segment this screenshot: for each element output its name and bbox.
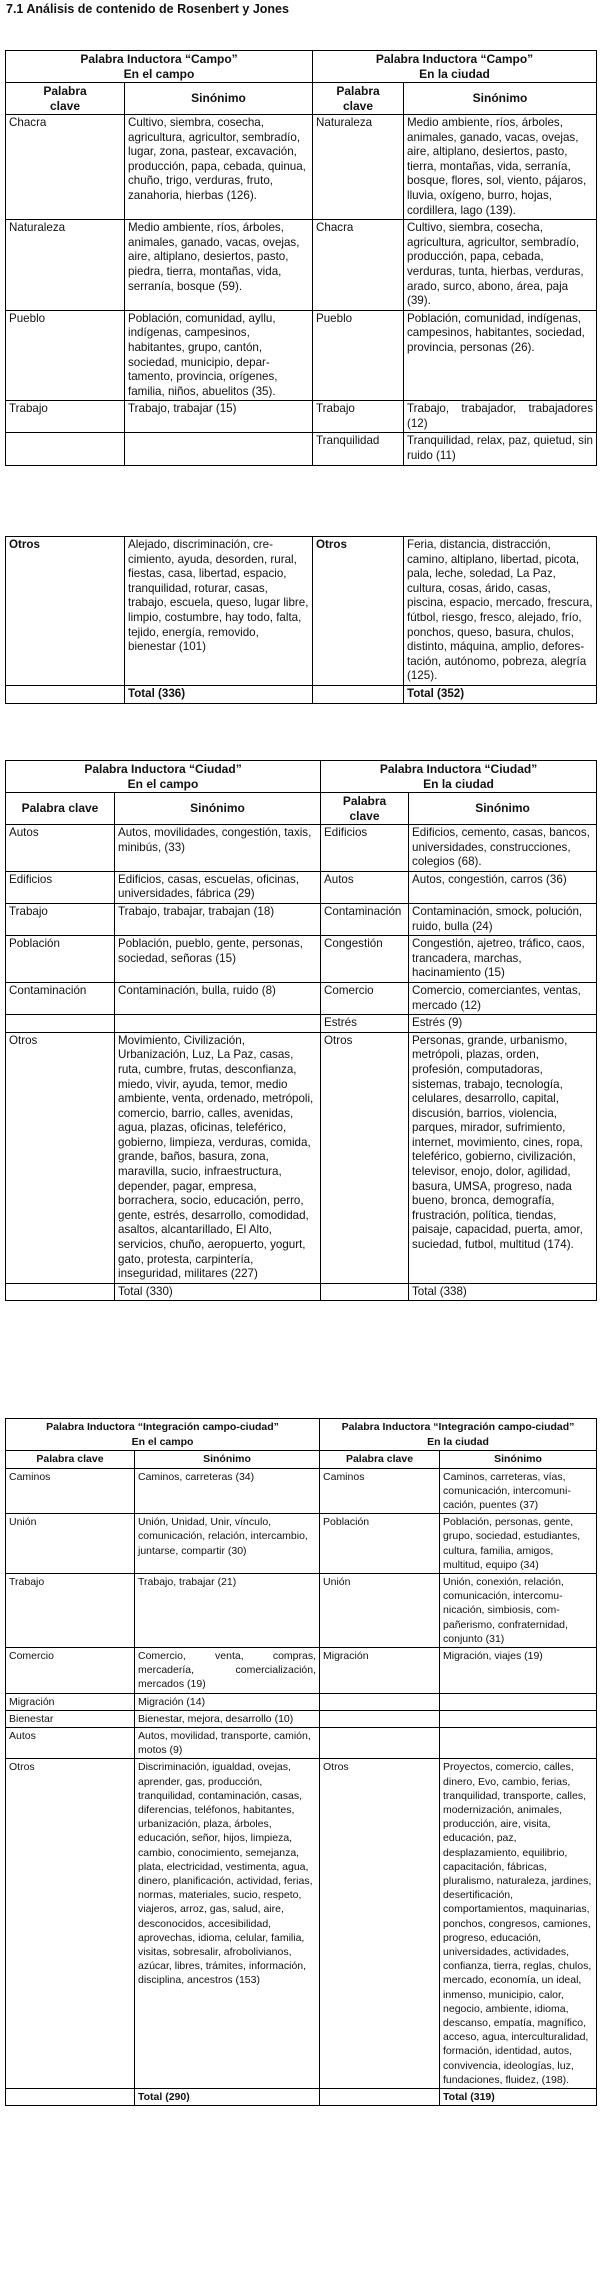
- header-left: Palabra Inductora “Integración campo-ciudad” En el campo: [6, 1419, 320, 1451]
- keyword-cell: Chacra: [313, 220, 404, 311]
- keyword-cell: Otros: [6, 1032, 115, 1283]
- keyword-cell: Autos: [6, 825, 115, 872]
- keyword-cell: Otros: [6, 1759, 135, 2089]
- synonym-cell: Edificios, cemento, casas, bancos, universidades, construcciones, colegios (68).: [409, 825, 597, 872]
- empty-cell: [6, 685, 125, 703]
- synonym-cell: Proyectos, comercio, calles, dinero, Evo, cambio, ferias, tranquilidad, transporte, calles, modernización, animales, producción, aire, visita, educación, paz, desplazamiento, equilibrio, capacitación, fábricas, pluralismo, naturaleza, jardines, desertificación, comportamientos, maquinarias, ponchos, congresos, camiones, progreso, educación, universidades, actividades, confianza, tierra, reglas, chulos, mercado, economía, un ideal, inmenso, municipio, calor, negocio, ambiente, idioma, descanso, empatía, magnífico, acceso, agua, interculturalidad, formación, identidad, autos, convivencia, ideologías, luz, fundaciones, fluidez, (198).: [440, 1759, 597, 2089]
- synonym-cell: Trabajo, trabajar, trabajan (18): [115, 903, 321, 935]
- table-row: [6, 1514, 597, 1574]
- synonym-cell: Migración, viajes (19): [440, 1647, 597, 1693]
- keyword-cell: Autos: [321, 871, 409, 903]
- keyword-cell: Migración: [320, 1647, 440, 1693]
- keyword-cell: [6, 1015, 115, 1033]
- total-left: Total (330): [115, 1283, 321, 1301]
- table-row-otros: [6, 1759, 597, 2089]
- synonym-cell: Caminos, carreteras (34): [135, 1468, 320, 1514]
- keyword-cell: Edificios: [6, 871, 115, 903]
- keyword-cell: Caminos: [320, 1468, 440, 1514]
- keyword-cell: [6, 433, 125, 465]
- synonym-cell: Población, comunidad, ayllu, indígenas, campesinos, habitantes, grupo, cantón, sociedad, municipio, departamento, provincia, orígenes, familia, niños, abuelitos (35).: [125, 310, 313, 401]
- col-palabra-clave: Palabra clave: [321, 793, 409, 825]
- synonym-cell: Congestión, ajetreo, tráfico, caos, trancadera, marchas, hacinamiento (15): [409, 936, 597, 983]
- col-sinonimo: Sinónimo: [115, 793, 321, 825]
- empty-cell: [321, 1283, 409, 1301]
- synonym-cell: Unión, Unidad, Unir, vínculo, comunicación, relación, intercambio, juntarse, compartir (30): [135, 1514, 320, 1574]
- synonym-cell: Alejado, discriminación, crecimiento, ayuda, desorden, rural, fiestas, casa, libertad, espacio, tranquilidad, roturar, casas, trabajo, escuela, queso, lugar libre, limpio, costumbre, hay todo, falta, tejido, energía, removido, bienestar (101): [125, 537, 313, 686]
- keyword-cell: [320, 1727, 440, 1758]
- col-sinonimo: Sinónimo: [135, 1451, 320, 1469]
- synonym-cell: Caminos, carreteras, vías, comunicación, intercomunicación, puentes (37): [440, 1468, 597, 1514]
- keyword-cell: Trabajo: [6, 903, 115, 935]
- keyword-cell: Otros: [320, 1759, 440, 2089]
- keyword-cell: Comercio: [6, 1647, 135, 1693]
- keyword-cell: Congestión: [321, 936, 409, 983]
- table-row: [6, 310, 597, 401]
- keyword-cell: Contaminación: [6, 982, 115, 1014]
- synonym-cell: Unión, conexión, relación, comunicación, intercomunicación, simbiosis, compañerismo, confraternidad, conjunto (31): [440, 1573, 597, 1647]
- header-right: Palabra Inductora “Integración campo-ciudad” En la ciudad: [320, 1419, 597, 1451]
- synonym-cell: Autos, movilidad, transporte, camión, motos (9): [135, 1727, 320, 1758]
- empty-cell: [6, 1283, 115, 1301]
- table-campo-otros: [5, 536, 597, 704]
- header-right: Palabra Inductora “Campo” En la ciudad: [313, 51, 597, 83]
- total-left: Total (290): [135, 2089, 320, 2106]
- keyword-cell: Naturaleza: [313, 115, 404, 220]
- keyword-cell: Contaminación: [321, 903, 409, 935]
- synonym-cell: Movimiento, Civilización, Urbanización, Luz, La Paz, casas, ruta, cumbre, frutas, desconfianza, miedo, vivir, ayuda, temor, medio ambiente, venta, ordenado, metrópoli, comercio, barrio, calles, avenidas, agua, plazas, oficinas, teleférico, gobierno, limpieza, verduras, comida, grande, baños, basura, zona, maravilla, sucio, infraestructura, depender, pagar, empresa, borrachera, socio, educación, perro, gente, estrés, desarrollo, comodidad, asaltos, alcantarillado, El Alto, servicios, chuño, aeropuerto, yogurt, gato, protesta, carpintería, inseguridad, militares (227): [115, 1032, 321, 1283]
- table-row: [6, 1468, 597, 1514]
- col-palabra-clave: Palabra clave: [313, 83, 404, 115]
- synonym-cell: Población, personas, gente, grupo, sociedad, estudiantes, cultura, familia, amigos, multitud, equipo (34): [440, 1514, 597, 1574]
- keyword-cell: Edificios: [321, 825, 409, 872]
- col-palabra-clave: Palabra clave: [6, 1451, 135, 1469]
- synonym-cell: Población, comunidad, indígenas, campesinos, habitantes, sociedad, provincia, personas (26).: [404, 310, 597, 401]
- synonym-cell: Contaminación, smock, polución, ruido, bulla (24): [409, 903, 597, 935]
- keyword-cell: Población: [320, 1514, 440, 1574]
- synonym-cell: Feria, distancia, distracción, camino, altiplano, libertad, picota, pala, leche, soledad, La Paz, cultura, cosas, árido, casas, piscina, espacio, mercado, frescura, fútbol, riesgo, fresco, alejado, frío, ponchos, queso, basura, chulos, distinto, máquina, amplio, deforestación, autónomo, pobreza, alegría (125).: [404, 537, 597, 686]
- synonym-cell: Estrés (9): [409, 1015, 597, 1033]
- table-row: [6, 115, 597, 220]
- synonym-cell: Discriminación, igualdad, ovejas, aprender, gas, producción, tranquilidad, contaminación, casas, diferencias, teléfonos, habitantes, urbanización, plaza, árboles, educación, señor, hijos, limpieza, cambio, conocimiento, semejanza, plata, electricidad, vestimenta, agua, dinero, planificación, actividad, ferias, normas, materiales, sucio, respeto, viajeros, arroz, gas, salud, aire, desconocidos, accesibilidad, aprovechas, idioma, celular, familia, visitas, sobresalir, afrobolivianos, azúcar, libres, trámites, información, disciplina, ancestros (153): [135, 1759, 320, 2089]
- header-left: Palabra Inductora “Campo” En el campo: [6, 51, 313, 83]
- synonym-cell: Comercio, comerciantes, ventas, mercado (12): [409, 982, 597, 1014]
- keyword-cell: [320, 1710, 440, 1727]
- table-row: [6, 1710, 597, 1727]
- synonym-cell: Autos, movilidades, congestión, taxis, minibús, (33): [115, 825, 321, 872]
- keyword-cell: Caminos: [6, 1468, 135, 1514]
- table-row: [6, 220, 597, 311]
- table-row: [6, 1693, 597, 1710]
- header-right: Palabra Inductora “Ciudad” En la ciudad: [321, 761, 597, 793]
- col-sinonimo: Sinónimo: [404, 83, 597, 115]
- synonym-cell: Medio ambiente, ríos, árboles, animales, ganado, vacas, ovejas, aire, altiplano, desiertos, pasto, piedra, tierra, montañas, vida, serranía, bosque (59).: [125, 220, 313, 311]
- synonym-cell: Trabajo, trabajar (15): [125, 401, 313, 433]
- synonym-cell: [440, 1693, 597, 1710]
- empty-cell: [320, 2089, 440, 2106]
- empty-cell: [313, 685, 404, 703]
- synonym-cell: Cultivo, siembra, cosecha, agricultura, agricultor, sembradío, producción, papa, cebada, verduras, tunta, hierbas, verduras, arado, surco, abono, área, paja (39).: [404, 220, 597, 311]
- synonym-cell: Medio ambiente, ríos, árboles, animales, ganado, vacas, ovejas, aire, altiplano, desiertos, pasto, tierra, montañas, vida, serranía, bosque, flores, sol, viento, pájaros, lluvia, oxígeno, burro, hojas, cordillera, lago (139).: [404, 115, 597, 220]
- keyword-cell: [320, 1693, 440, 1710]
- synonym-cell: Cultivo, siembra, cosecha, agricultura, agricultor, sembradío, lugar, zona, pastear, excavación, producción, papa, cebada, quinua, chuño, trigo, verduras, fruto, zanahoria, hierbas (126).: [125, 115, 313, 220]
- keyword-cell: Estrés: [321, 1015, 409, 1033]
- column-header-row: [6, 793, 597, 825]
- keyword-cell: Bienestar: [6, 1710, 135, 1727]
- column-header-row: [6, 1451, 597, 1469]
- synonym-cell: Migración (14): [135, 1693, 320, 1710]
- synonym-cell: Contaminación, bulla, ruido (8): [115, 982, 321, 1014]
- table-row: [6, 1727, 597, 1758]
- table-row: [6, 825, 597, 872]
- table-row: [6, 936, 597, 983]
- col-sinonimo: Sinónimo: [440, 1451, 597, 1469]
- total-row: [6, 685, 597, 703]
- keyword-cell: Comercio: [321, 982, 409, 1014]
- keyword-cell: Trabajo: [6, 1573, 135, 1647]
- table-row: [6, 1647, 597, 1693]
- section-title: 7.1 Análisis de contenido de Rosenbert y Jones: [6, 2, 289, 16]
- table-row-otros: [6, 1032, 597, 1283]
- table-campo: [5, 50, 597, 466]
- table-row: [6, 871, 597, 903]
- table-row-otros: [6, 537, 597, 686]
- col-sinonimo: Sinónimo: [125, 83, 313, 115]
- table-header-row: [6, 761, 597, 793]
- table-row: [6, 903, 597, 935]
- keyword-cell: Trabajo: [6, 401, 125, 433]
- keyword-cell: Chacra: [6, 115, 125, 220]
- keyword-cell: Otros: [321, 1032, 409, 1283]
- column-header-row: [6, 83, 597, 115]
- synonym-cell: [125, 433, 313, 465]
- synonym-cell: Población, pueblo, gente, personas, sociedad, señoras (15): [115, 936, 321, 983]
- keyword-cell: Tranquilidad: [313, 433, 404, 465]
- total-right: Total (352): [404, 685, 597, 703]
- synonym-cell: Edificios, casas, escuelas, oficinas, universidades, fábrica (29): [115, 871, 321, 903]
- table-ciudad: [5, 760, 597, 1301]
- keyword-cell: Otros: [313, 537, 404, 686]
- table-row: [6, 982, 597, 1014]
- table-row: [6, 433, 597, 465]
- synonym-cell: Trabajo, trabajar (21): [135, 1573, 320, 1647]
- keyword-cell: Naturaleza: [6, 220, 125, 311]
- header-left: Palabra Inductora “Ciudad” En el campo: [6, 761, 321, 793]
- col-palabra-clave: Palabra clave: [320, 1451, 440, 1469]
- table-row: [6, 401, 597, 433]
- total-row: [6, 1283, 597, 1301]
- keyword-cell: Población: [6, 936, 115, 983]
- synonym-cell: [440, 1727, 597, 1758]
- total-right: Total (319): [440, 2089, 597, 2106]
- col-palabra-clave: Palabra clave: [6, 83, 125, 115]
- synonym-cell: [115, 1015, 321, 1033]
- table-row: [6, 1015, 597, 1033]
- empty-cell: [6, 2089, 135, 2106]
- keyword-cell: Migración: [6, 1693, 135, 1710]
- synonym-cell: Comercio, venta, compras, mercadería, comercialización, mercados (19): [135, 1647, 320, 1693]
- synonym-cell: Tranquilidad, relax, paz, quietud, sin ruido (11): [404, 433, 597, 465]
- synonym-cell: Personas, grande, urbanismo, metrópoli, plazas, orden, profesión, computadoras, sistemas, trabajo, tecnología, celulares, desarrollo, capital, discusión, barrios, violencia, parques, mirador, sufrimiento, internet, movimiento, cines, ropa, teleférico, gobierno, civilización, televisor, enojo, dolor, agilidad, basura, UMSA, progreso, nada bueno, bronca, demografía, frustración, política, tiendas, paisaje, capacidad, puerta, amor, suciedad, futbol, multitud (174).: [409, 1032, 597, 1283]
- synonym-cell: [440, 1710, 597, 1727]
- col-sinonimo: Sinónimo: [409, 793, 597, 825]
- keyword-cell: Pueblo: [6, 310, 125, 401]
- table-integracion: [5, 1418, 597, 2106]
- col-palabra-clave: Palabra clave: [6, 793, 115, 825]
- table-header-row: [6, 51, 597, 83]
- keyword-cell: Unión: [320, 1573, 440, 1647]
- total-left: Total (336): [125, 685, 313, 703]
- total-row: [6, 2089, 597, 2106]
- synonym-cell: Trabajo, trabajador, trabajadores (12): [404, 401, 597, 433]
- keyword-cell: Trabajo: [313, 401, 404, 433]
- total-right: Total (338): [409, 1283, 597, 1301]
- keyword-cell: Autos: [6, 1727, 135, 1758]
- keyword-cell: Otros: [6, 537, 125, 686]
- synonym-cell: Bienestar, mejora, desarrollo (10): [135, 1710, 320, 1727]
- keyword-cell: Unión: [6, 1514, 135, 1574]
- synonym-cell: Autos, congestión, carros (36): [409, 871, 597, 903]
- keyword-cell: Pueblo: [313, 310, 404, 401]
- table-header-row: [6, 1419, 597, 1451]
- table-row: [6, 1573, 597, 1647]
